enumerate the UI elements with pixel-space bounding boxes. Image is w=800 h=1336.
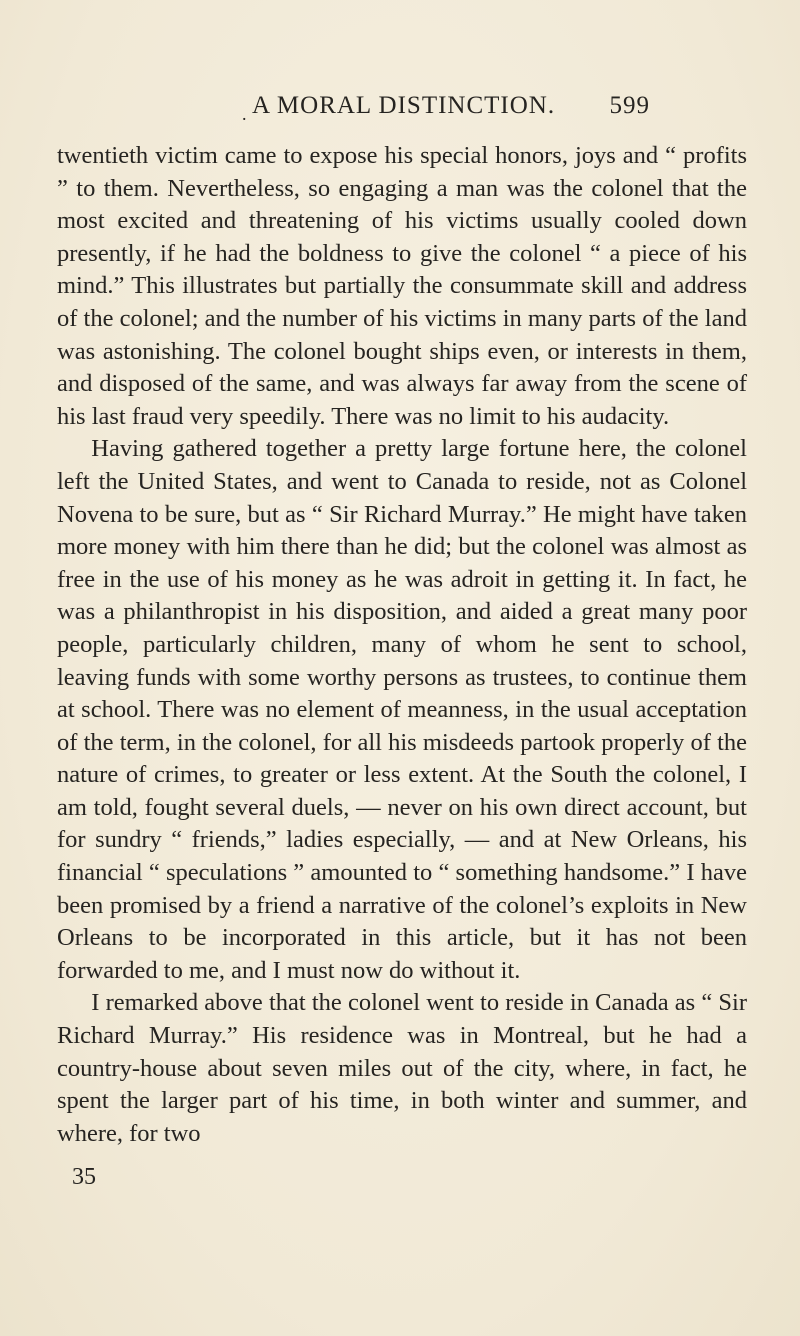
paragraph-2: Having gathered together a pretty large fortune here, the colonel left the United States, and went to Canada to reside, not as Colonel Novena to be sure, but as “ Sir Richard Murray.” He might have taken more money with him there than he did; but the colonel was almost as free in the use of his money as he was adroit in getting it. In fact, he was a philanthropist in his disposition, and aided a great many poor people, particularly children, many of whom he sent to school, leaving funds with some worthy persons as trustees, to continue them at school. There was no element of meanness, in the usual acceptation of the term, in the colonel, for all his misdeeds partook properly of the nature of crimes, to greater or less extent. At the South the colonel, I am told, fought several duels, — never on his own direct account, but for sundry “ friends,” ladies especially, — and at New Orleans, his financial “ speculations ” amounted to “ something handsome.” I have been promised by a friend a narrative of the colonel’s exploits in New Orleans to be incorporated in this article, but it has not been forwarded to me, and I must now do without it. [57,435,747,984]
running-title: A MORAL DISTINCTION. [252,92,556,119]
running-header [252,92,650,120]
paragraph-1: twentieth victim came to expose his special honors, joys and “ profits ” to them. Nevertheless, so engaging a man was the colonel that the most excited and threatening of his victims usually cooled down presently, if he had the boldness to give the colonel “ a piece of his mind.” This illustrates but partially the consummate skill and address of the colonel; and the number of his victims in many parts of the land was astonishing. The colonel bought ships even, or interests in them, and disposed of the same, and was always far away from the scene of his last fraud very speedily. There was no limit to his audacity. [57,142,747,430]
header-dot: . [242,104,247,124]
paragraph-3: I remarked above that the colonel went to reside in Canada as “ Sir Richard Murray.” His residence was in Montreal, but he had a country-house about seven miles out of the city, where, in fact, he spent the larger part of his time, in both winter and summer, and where, for two [57,989,747,1147]
signature-mark: 35 [72,1164,96,1190]
body-text [57,140,747,1150]
page-number: 599 [609,92,650,119]
